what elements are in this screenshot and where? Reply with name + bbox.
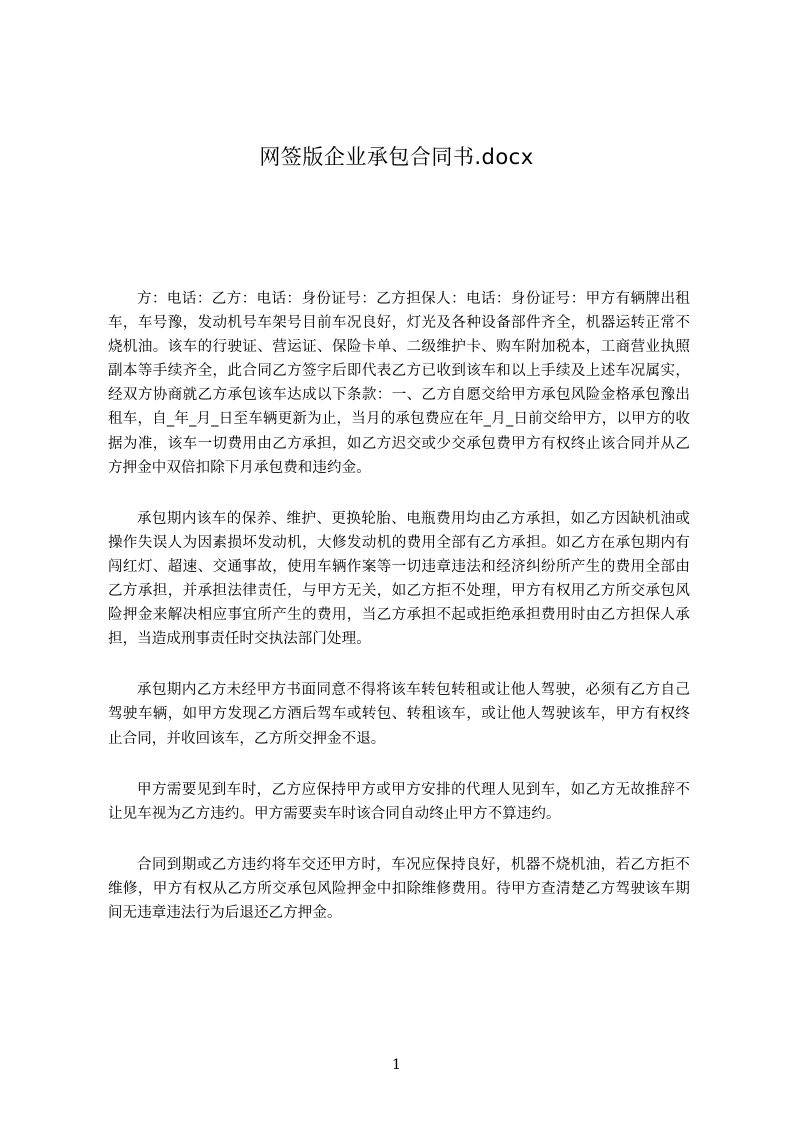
- paragraph-3: 承包期内乙方未经甲方书面同意不得将该车转包转租或让他人驾驶，必须有乙方自己驾驶车辆，如甲方发现乙方酒后驾车或转包、转租该车，或让他人驾驶该车，甲方有权终止合同，并收回该车，乙方所交押金不退。: [108, 682, 690, 747]
- paragraph-1: 方：电话：乙方：电话：身份证号：乙方担保人：电话：身份证号：甲方有辆牌出租车，车号豫，发动机号车架号目前车况良好，灯光及各种设备部件齐全，机器运转正常不烧机油。该车的行驶证、营运证、保险卡单、二级维护卡、购车附加税本，工商营业执照副本等手续齐全，此合同乙方签字后即代表乙方已收到该车和以上手续及上述车况属实，经双方协商就乙方承包该车达成以下条款：一、乙方自愿交给甲方承包风险金格承包豫出租车，自_年_月_日至车辆更新为止，当月的承包费应在年_月_日前交给甲方，以甲方的收据为准，该车一切费用由乙方承担，如乙方迟交或少交承包费甲方有权终止该合同并从乙方押金中双倍扣除下月承包费和违约金。: [108, 291, 690, 476]
- document-body: [108, 287, 690, 952]
- page-number: 1: [392, 1057, 401, 1073]
- paragraph-5: 合同到期或乙方违约将车交还甲方时，车况应保持良好，机器不烧机油，若乙方拒不维修，甲方有权从乙方所交承包风险押金中扣除维修费用。待甲方查清楚乙方驾驶该车期间无违章违法行为后退还乙方押金。: [108, 856, 690, 921]
- paragraph-4: 甲方需要见到车时，乙方应保持甲方或甲方安排的代理人见到车，如乙方无故推辞不让见车视为乙方违约。甲方需要卖车时该合同自动终止甲方不算违约。: [108, 781, 690, 822]
- document-title: 网签版企业承包合同书.docx: [259, 145, 534, 169]
- paragraph-2: 承包期内该车的保养、维护、更换轮胎、电瓶费用均由乙方承担，如乙方因缺机油或操作失误人为因素损坏发动机，大修发动机的费用全部有乙方承担。如乙方在承包期内有闯红灯、超速、交通事故，使用车辆作案等一切违章违法和经济纠纷所产生的费用全部由乙方承担，并承担法律责任，与甲方无关，如乙方拒不处理，甲方有权用乙方所交承包风险押金来解决相应事宜所产生的费用，当乙方承担不起或拒绝承担费用时由乙方担保人承担，当造成刑事责任时交执法部门处理。: [108, 510, 690, 648]
